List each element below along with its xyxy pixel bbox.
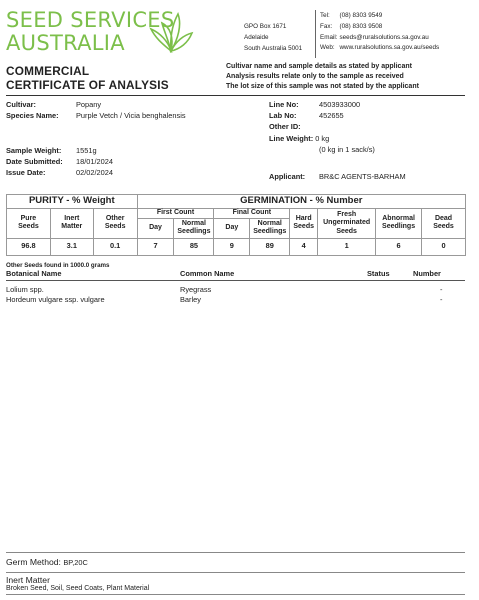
val-final-day: 9 [214,238,250,255]
issue-date-label: Issue Date: [6,168,46,177]
col-final-day: Day [214,218,250,238]
col-common-name: Common Name [180,269,235,278]
title-line: COMMERCIAL [6,64,90,78]
line-no-row [269,100,360,110]
list-item: - [440,285,443,294]
germ-method-value: BP,20C [63,558,88,567]
results-row [7,238,466,255]
results-table [6,194,466,256]
applicant-notes [226,62,419,93]
note-line: Analysis results relate only to the sample as received [226,73,404,81]
lab-no-value: 452655 [319,111,344,120]
line-weight-row [269,134,329,144]
germ-method-label: Germ Method: [6,557,61,567]
val-first-day: 7 [137,238,174,255]
applicant-label: Applicant: [269,172,306,181]
postal-address [244,22,302,54]
note-line: Cultivar name and sample details as stated by applicant [226,63,412,70]
line-weight-note [319,145,375,155]
val-other-seeds: 0.1 [93,238,137,255]
contact-web: Web: www.ruralsolutions.sa.gov.au/seeds [320,44,440,52]
list-item: Hordeum vulgare ssp. vulgare [6,295,105,304]
sample-weight-label: Sample Weight: [6,146,62,155]
address-line: Adelaide [244,33,269,41]
purity-header: PURITY - % Weight [7,195,138,209]
col-status: Status [367,269,390,278]
line-weight-note-text: (0 kg in 1 sack/s) [319,145,375,154]
final-count-header: Final Count [214,209,290,219]
first-count-header: First Count [137,209,214,219]
species-value: Purple Vetch / Vicia benghalensis [76,111,186,120]
germination-header: GERMINATION - % Number [137,195,465,209]
contact-email: Email: seeds@ruralsolutions.sa.gov.au [320,33,429,41]
date-submitted-label: Date Submitted: [6,157,63,166]
col-final-normal: Normal Seedlings [250,218,290,238]
date-submitted-value: 18/01/2024 [76,157,113,166]
col-pure-seeds: Pure Seeds [7,209,51,239]
other-id-label: Other ID: [269,122,301,131]
val-abnormal: 6 [376,238,422,255]
val-fresh-ungerminated: 1 [318,238,376,255]
species-label: Species Name: [6,111,59,120]
address-line: South Australia 5001 [244,44,303,52]
col-inert-matter: Inert Matter [50,209,93,239]
applicant-row [269,172,406,182]
lab-no-label: Lab No: [269,111,297,120]
val-hard-seeds: 4 [290,238,318,255]
sample-weight-row [6,146,97,156]
list-item: Ryegrass [180,285,212,294]
col-hard-seeds: Hard Seeds [290,209,318,239]
line-weight-label: Line Weight: [269,134,314,143]
contact-block [320,11,441,54]
title-line: CERTIFICATE OF ANALYSIS [6,78,169,92]
col-other-seeds: Other Seeds [93,209,137,239]
list-item: - [440,295,443,304]
col-first-normal: Normal Seedlings [174,218,214,238]
col-fresh-ungerminated: Fresh Ungerminated Seeds [318,209,376,239]
line-weight-value: 0 kg [315,134,330,143]
note-line: The lot size of this sample was not stated by the applicant [226,83,419,91]
contact-tel: Tel: (08) 8303 9549 [320,12,383,19]
inert-matter-label: Inert Matter [6,575,50,585]
header-divider [6,95,465,96]
applicant-value: BR&C AGENTS-BARHAM [319,172,406,181]
inert-matter-value: Broken Seed, Soil, Seed Coats, Plant Material [6,585,150,592]
footer-divider [6,572,465,573]
list-item: Lolium spp. [6,285,44,294]
germ-method-row [6,557,88,568]
val-pure-seeds: 96.8 [7,238,51,255]
date-submitted-row [6,157,113,167]
other-seeds-heading: Other Seeds found in 1000.0 grams [6,262,110,269]
leaf-logo-icon [148,11,194,53]
issue-date-row [6,168,113,178]
footer-divider [6,552,465,553]
other-id-row [269,122,319,132]
val-inert-matter: 3.1 [50,238,93,255]
lab-no-row [269,111,344,121]
footer-divider [6,594,465,595]
line-no-label: Line No: [269,100,299,109]
logo-line2: AUSTRALIA [6,31,125,55]
divider [315,10,316,58]
col-dead: Dead Seeds [422,209,466,239]
col-abnormal: Abnormal Seedlings [376,209,422,239]
cultivar-row [6,100,101,110]
cultivar-value: Popany [76,100,102,109]
issue-date-value: 02/02/2024 [76,168,113,177]
line-no-value: 4503933000 [319,100,361,109]
col-first-day: Day [137,218,174,238]
logo-line1: SEED SERVICES [6,8,175,32]
cultivar-label: Cultivar: [6,100,36,109]
page-title [6,64,169,92]
list-item: Barley [180,295,201,304]
val-dead: 0 [422,238,466,255]
val-first-normal: 85 [174,238,214,255]
col-number: Number [413,269,441,278]
species-row [6,111,186,121]
other-seeds-divider [6,280,465,281]
contact-fax: Fax: (08) 8303 9508 [320,22,383,30]
sample-weight-value: 1551g [76,146,97,155]
col-botanical-name: Botanical Name [6,269,62,278]
val-final-normal: 89 [250,238,290,255]
address-line: GPO Box 1671 [244,23,287,30]
